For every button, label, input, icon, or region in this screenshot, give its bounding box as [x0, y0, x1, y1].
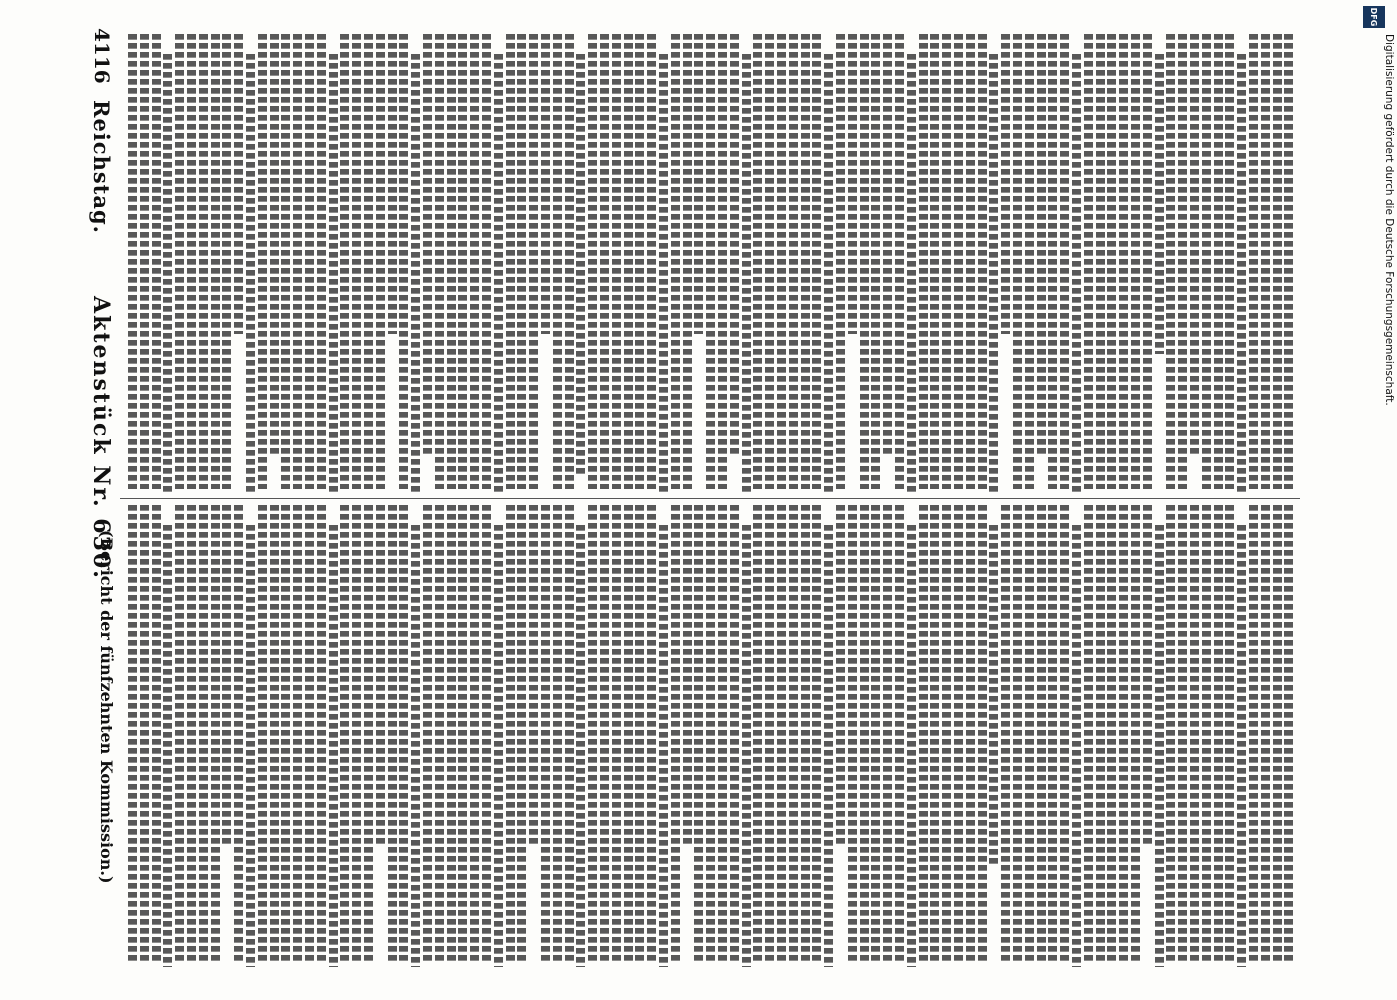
text-line	[836, 34, 845, 489]
text-line	[447, 34, 456, 489]
text-line	[954, 505, 963, 963]
text-line	[624, 34, 633, 489]
text-line	[1096, 34, 1105, 489]
text-line	[541, 505, 550, 963]
text-line	[1261, 34, 1270, 489]
text-line	[600, 34, 609, 489]
text-line	[187, 34, 196, 489]
text-line	[470, 505, 479, 963]
text-line	[694, 34, 703, 334]
text-line	[576, 525, 585, 967]
text-line	[553, 505, 562, 963]
text-line	[1237, 54, 1246, 494]
text-line	[683, 34, 692, 489]
text-line	[529, 505, 538, 845]
text-line	[718, 34, 727, 489]
text-line	[506, 34, 515, 489]
text-line	[529, 34, 538, 489]
text-line	[458, 34, 467, 489]
text-line	[765, 34, 774, 489]
text-line	[246, 525, 255, 967]
text-line	[246, 54, 255, 494]
text-line	[706, 34, 715, 489]
text-line	[671, 34, 680, 489]
text-line	[1284, 505, 1293, 963]
text-line	[435, 34, 444, 489]
text-line	[824, 525, 833, 967]
text-line	[163, 525, 172, 967]
text-line	[1119, 505, 1128, 963]
text-line	[1048, 505, 1057, 963]
text-line	[1249, 505, 1258, 963]
text-line	[930, 505, 939, 963]
text-line	[270, 505, 279, 963]
text-column-right	[118, 505, 1298, 967]
text-line	[1155, 525, 1164, 967]
text-line	[399, 34, 408, 489]
text-line	[517, 505, 526, 963]
text-line	[919, 505, 928, 963]
text-line	[388, 505, 397, 963]
text-line	[1249, 34, 1258, 489]
text-line	[317, 505, 326, 963]
text-line	[128, 505, 137, 963]
column-divider	[120, 498, 1300, 499]
text-line	[860, 505, 869, 963]
text-line	[340, 505, 349, 963]
text-line	[553, 34, 562, 489]
text-line	[329, 54, 338, 494]
text-line	[494, 54, 503, 494]
text-line	[388, 34, 397, 334]
text-line	[411, 54, 420, 494]
text-line	[305, 505, 314, 963]
text-column-left	[118, 34, 1298, 494]
text-line	[258, 34, 267, 489]
text-line	[234, 34, 243, 334]
text-line	[930, 34, 939, 489]
text-line	[211, 34, 220, 489]
text-line	[824, 54, 833, 494]
text-line	[860, 34, 869, 489]
text-line	[624, 505, 633, 963]
text-line	[222, 34, 231, 489]
text-line	[647, 34, 656, 489]
text-line	[470, 34, 479, 489]
text-line	[506, 505, 515, 963]
text-line	[482, 505, 491, 963]
text-line	[175, 505, 184, 963]
text-line	[907, 525, 916, 967]
text-line	[1013, 34, 1022, 489]
text-line	[812, 34, 821, 489]
text-line	[1096, 505, 1105, 963]
text-line	[128, 34, 137, 489]
text-line	[376, 505, 385, 845]
text-line	[1143, 505, 1152, 845]
text-line	[364, 34, 373, 489]
text-line	[730, 34, 739, 454]
text-line	[1025, 505, 1034, 963]
text-line	[966, 505, 975, 963]
text-line	[152, 34, 161, 489]
text-line	[1107, 34, 1116, 489]
text-line	[270, 34, 279, 454]
text-line	[1131, 34, 1140, 489]
text-line	[942, 34, 951, 489]
text-line	[293, 34, 302, 489]
text-line	[140, 505, 149, 963]
text-line	[942, 505, 951, 963]
text-line	[742, 525, 751, 967]
text-line	[954, 34, 963, 489]
text-line	[1190, 34, 1199, 454]
text-line	[789, 34, 798, 489]
text-line	[1202, 34, 1211, 489]
text-line	[647, 505, 656, 963]
text-line	[895, 34, 904, 489]
text-line	[293, 505, 302, 963]
text-line	[588, 34, 597, 489]
text-line	[753, 34, 762, 489]
text-line	[1190, 505, 1199, 963]
text-line	[1166, 34, 1175, 489]
text-line	[871, 34, 880, 489]
text-line	[1048, 34, 1057, 489]
text-line	[199, 505, 208, 963]
text-line	[1107, 505, 1116, 963]
text-line	[175, 34, 184, 489]
text-line	[1237, 525, 1246, 967]
text-line	[612, 505, 621, 963]
text-line	[777, 505, 786, 963]
text-line	[140, 34, 149, 489]
text-line	[1166, 505, 1175, 963]
text-line	[565, 505, 574, 963]
text-line	[978, 505, 987, 963]
text-line	[659, 525, 668, 967]
text-line	[671, 505, 680, 963]
text-line	[1037, 505, 1046, 963]
document-title: Aktenstück Nr. 630.	[88, 296, 114, 580]
text-line	[871, 505, 880, 963]
text-line	[411, 525, 420, 967]
text-line	[883, 505, 892, 963]
text-line	[376, 34, 385, 489]
text-line	[1001, 505, 1010, 963]
text-line	[600, 505, 609, 963]
text-line	[683, 505, 692, 845]
text-line	[1214, 34, 1223, 489]
text-line	[199, 34, 208, 489]
text-line	[494, 525, 503, 967]
text-line	[777, 34, 786, 489]
dfg-logo-icon: DFG	[1363, 6, 1385, 28]
text-line	[812, 505, 821, 963]
text-line	[1155, 54, 1164, 354]
text-line	[1273, 505, 1282, 963]
text-line	[1214, 505, 1223, 963]
text-line	[718, 505, 727, 963]
text-line	[305, 34, 314, 489]
text-line	[1284, 34, 1293, 489]
header-left-title: Reichstag.	[89, 100, 114, 234]
text-line	[1119, 34, 1128, 489]
text-line	[730, 505, 739, 963]
text-line	[966, 34, 975, 489]
text-line	[1072, 54, 1081, 494]
text-line	[1143, 34, 1152, 489]
text-line	[281, 505, 290, 963]
text-line	[765, 505, 774, 963]
text-line	[565, 34, 574, 489]
text-line	[836, 505, 845, 845]
digitization-note: Digitalisierung gefördert durch die Deutsche Forschungsgemeinschaft.	[1383, 34, 1395, 406]
text-line	[1261, 505, 1270, 963]
text-line	[1131, 505, 1140, 963]
text-line	[659, 54, 668, 494]
text-line	[222, 505, 231, 845]
text-line	[447, 505, 456, 963]
text-line	[895, 505, 904, 963]
text-line	[1273, 34, 1282, 489]
text-line	[883, 34, 892, 454]
text-line	[1072, 525, 1081, 967]
text-line	[352, 505, 361, 963]
text-line	[1178, 505, 1187, 963]
text-line	[1084, 34, 1093, 489]
text-line	[211, 505, 220, 963]
text-line	[399, 505, 408, 963]
text-line	[1225, 34, 1234, 489]
text-line	[163, 54, 172, 494]
text-line	[612, 34, 621, 489]
text-line	[989, 525, 998, 865]
text-line	[329, 525, 338, 967]
text-line	[635, 34, 644, 489]
text-line	[258, 505, 267, 963]
text-line	[1178, 34, 1187, 489]
text-line	[848, 505, 857, 963]
text-line	[753, 505, 762, 963]
header-right-title: (Bericht der fünfzehnten Kommission.)	[97, 530, 116, 884]
text-line	[482, 34, 491, 489]
text-line	[352, 34, 361, 489]
text-line	[801, 34, 810, 489]
text-line	[187, 505, 196, 963]
text-line	[919, 34, 928, 489]
text-line	[517, 34, 526, 489]
text-line	[1013, 505, 1022, 963]
text-line	[742, 54, 751, 494]
text-line	[317, 34, 326, 489]
text-line	[576, 54, 585, 474]
text-line	[1060, 505, 1069, 963]
text-line	[907, 54, 916, 494]
text-line	[635, 505, 644, 963]
page-number: 4116	[90, 28, 114, 84]
text-line	[541, 34, 550, 334]
text-line	[234, 505, 243, 963]
text-line	[588, 505, 597, 963]
text-line	[706, 505, 715, 963]
text-line	[1025, 34, 1034, 489]
text-line	[848, 34, 857, 334]
text-line	[1202, 505, 1211, 963]
text-line	[789, 505, 798, 963]
text-line	[1225, 505, 1234, 963]
text-line	[458, 505, 467, 963]
text-line	[694, 505, 703, 963]
text-line	[340, 34, 349, 489]
text-line	[435, 505, 444, 963]
text-line	[1060, 34, 1069, 489]
text-line	[801, 505, 810, 963]
text-line	[978, 34, 987, 489]
text-line	[1001, 34, 1010, 334]
text-line	[1084, 505, 1093, 963]
text-line	[364, 505, 373, 963]
text-line	[989, 54, 998, 494]
text-line	[423, 34, 432, 454]
text-line	[152, 505, 161, 963]
text-line	[423, 505, 432, 963]
text-line	[1037, 34, 1046, 454]
text-line	[281, 34, 290, 489]
